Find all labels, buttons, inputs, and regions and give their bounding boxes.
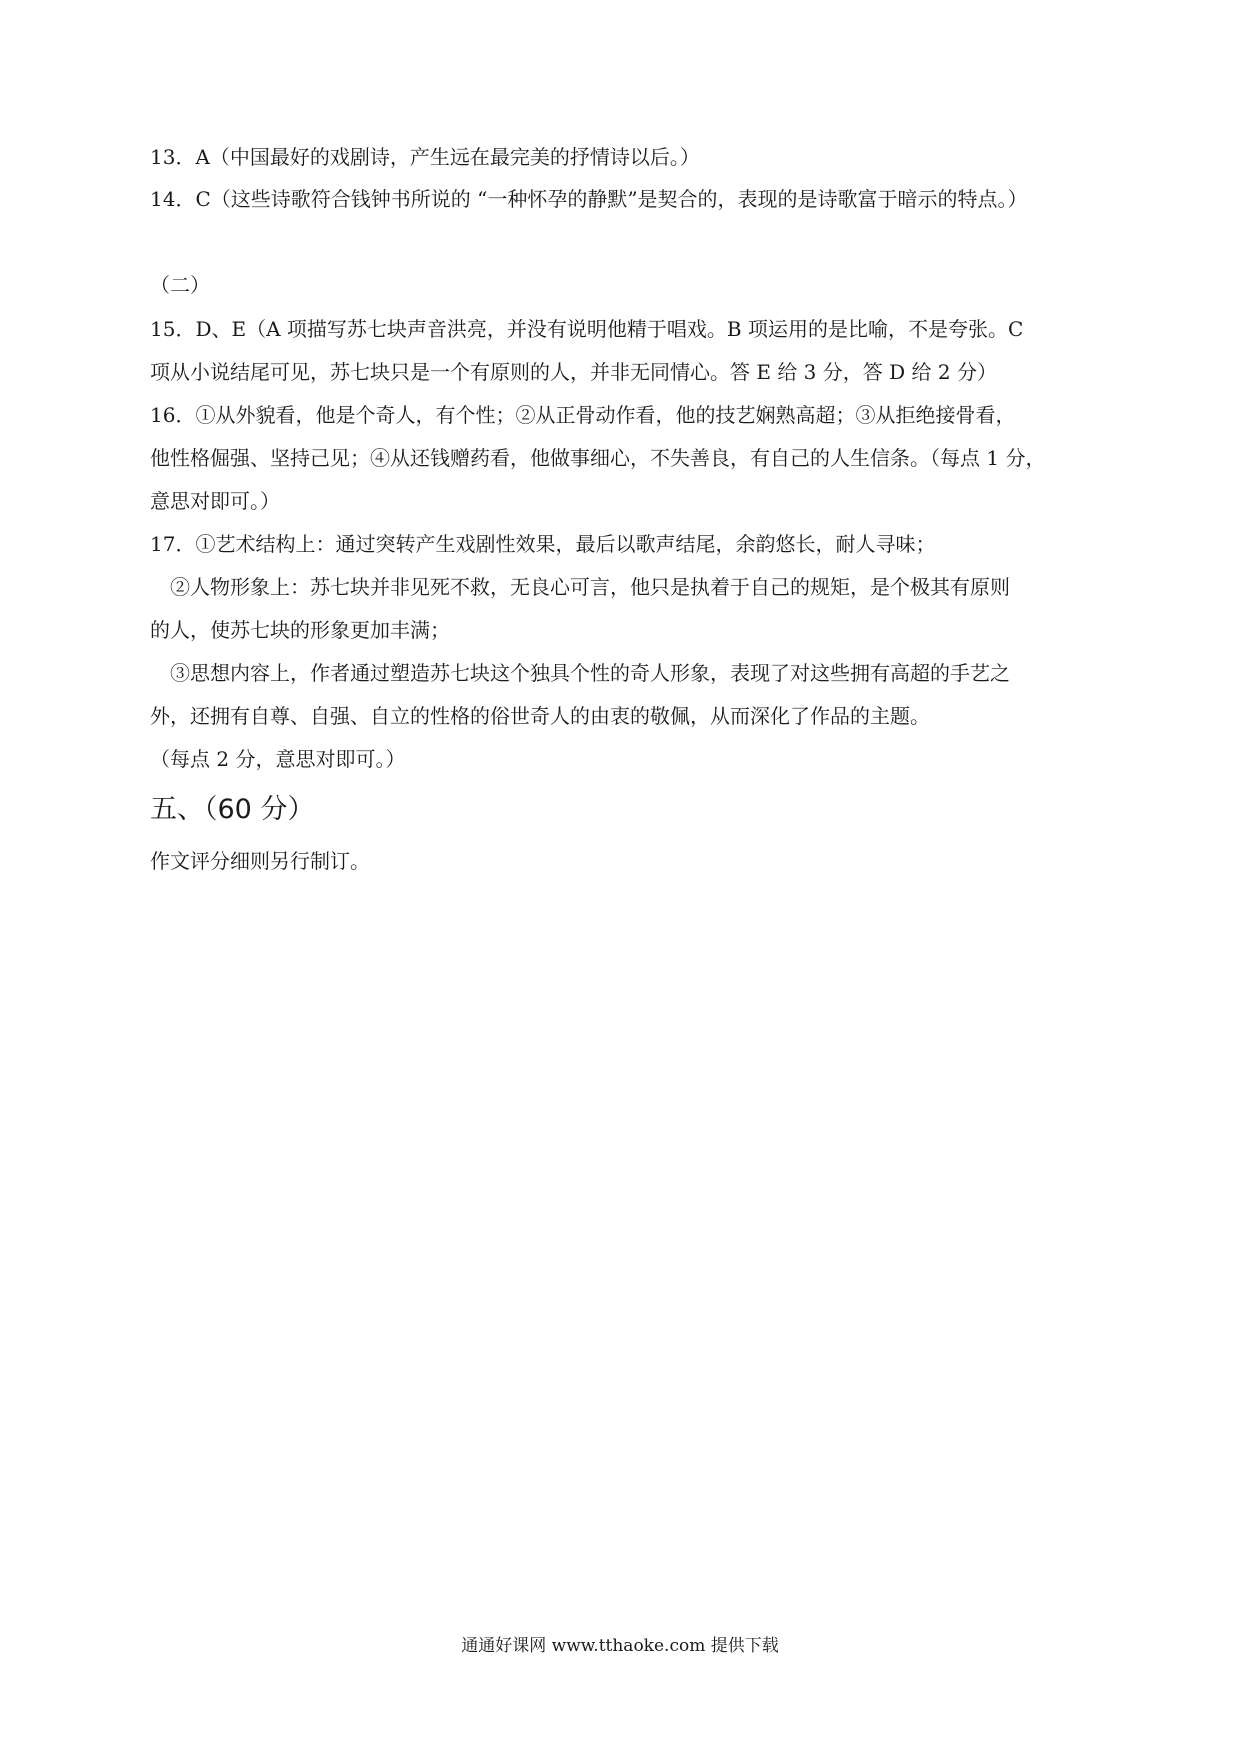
answer-q15-line-2: 项从小说结尾可见，苏七块只是一个有原则的人，并非无同情心。答 E 给 3 分，答 D 给 2 分） [150, 360, 997, 384]
answer-q17-line-5: 外，还拥有自尊、自强、自立的性格的俗世奇人的由衷的敬佩，从而深化了作品的主题。 [150, 704, 930, 728]
essay-scoring-note: 作文评分细则另行制订。 [150, 849, 370, 873]
answer-q15-line-1: 15．D、E（A 项描写苏七块声音洪亮，并没有说明他精于唱戏。B 项运用的是比喻，不是夸张。C [150, 317, 1024, 341]
page-footer: 通通好课网 www.tthaoke.com 提供下载 [461, 1636, 779, 1656]
answer-q17-line-3: 的人，使苏七块的形象更加丰满； [150, 618, 450, 642]
answer-q16-line-3: 意思对即可。） [150, 489, 280, 513]
answer-q17-line-4: ③思想内容上，作者通过塑造苏七块这个独具个性的奇人形象，表现了对这些拥有高超的手艺之 [150, 661, 1010, 685]
section-five-heading: 五、（60 分） [150, 794, 315, 825]
answer-q17-line-2: ②人物形象上：苏七块并非见死不救，无良心可言，他只是执着于自己的规矩，是个极其有原则 [150, 575, 1010, 599]
answer-q13: 13．A（中国最好的戏剧诗，产生远在最完美的抒情诗以后。） [150, 145, 700, 169]
section-two-heading: （二） [150, 273, 210, 297]
answer-q17-line-6: （每点 2 分，意思对即可。） [150, 747, 406, 771]
answer-q16-line-1: 16．①从外貌看，他是个奇人，有个性；②从正骨动作看，他的技艺娴熟高超；③从拒绝接骨看， [150, 403, 1016, 427]
answer-q16-line-2: 他性格倔强、坚持己见；④从还钱赠药看，他做事细心，不失善良，有自己的人生信条。（每点 1 分， [150, 446, 1046, 470]
answer-q17-line-1: 17．①艺术结构上：通过突转产生戏剧性效果，最后以歌声结尾，余韵悠长，耐人寻味； [150, 532, 936, 556]
answer-q14: 14．C（这些诗歌符合钱钟书所说的 “一种怀孕的静默”是契合的，表现的是诗歌富于暗示的特点。） [150, 187, 1028, 211]
